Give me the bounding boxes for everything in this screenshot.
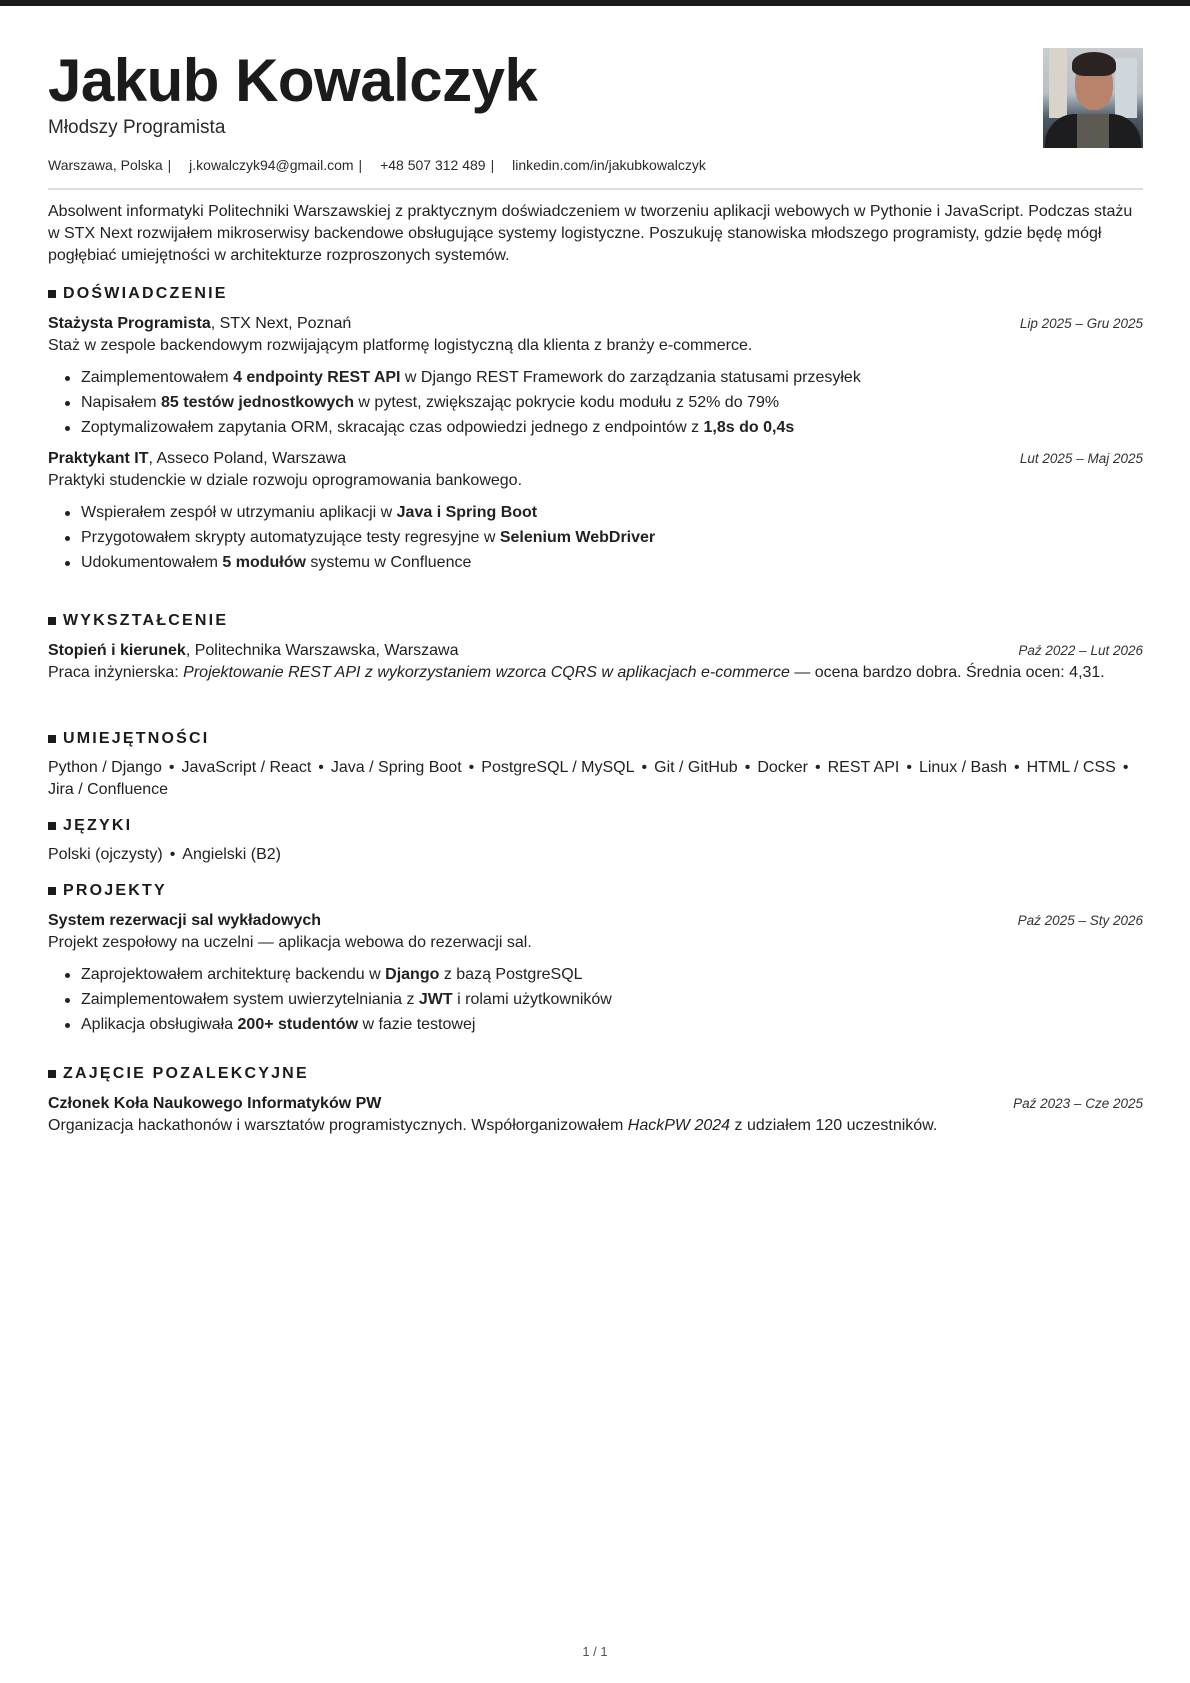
- square-bullet-icon: [48, 735, 56, 743]
- job-role: Praktykant IT: [48, 450, 149, 467]
- square-bullet-icon: [48, 887, 56, 895]
- school: , Politechnika Warszawska, Warszawa: [185, 642, 459, 659]
- square-bullet-icon: [48, 1070, 56, 1078]
- list-item: Aplikacja obsługiwała 200+ studentów w fazie testowej: [48, 1012, 1143, 1037]
- job-description: Praktyki studenckie w dziale rozwoju oprogramowania bankowego.: [48, 472, 523, 489]
- section-title: UMIEJĘTNOŚCI: [48, 729, 1143, 749]
- list-item: Przygotowałem skrypty automatyzujące testy regresyjne w Selenium WebDriver: [48, 525, 1143, 550]
- job-description: Staż w zespole backendowym rozwijającym platformę logistyczną dla klienta z branży e-commerce.: [48, 337, 753, 354]
- job-bullets: [48, 500, 1143, 575]
- activity-description: Organizacja hackathonów i warsztatów programistycznych. Współorganizowałem HackPW 2024 z udziałem 120 uczestników.: [48, 1117, 938, 1134]
- separator: |: [490, 157, 495, 173]
- degree: Stopień i kierunek: [48, 642, 186, 659]
- list-item: Zaprojektowałem architekturę backendu w Django z bazą PostgreSQL: [48, 962, 1143, 987]
- job-title: Młodszy Programista: [48, 117, 226, 138]
- separator: |: [167, 157, 172, 173]
- square-bullet-icon: [48, 617, 56, 625]
- project-bullets: [48, 962, 1143, 1037]
- job-company: , STX Next, Poznań: [210, 315, 352, 332]
- candidate-name: Jakub Kowalczyk: [48, 47, 538, 114]
- section-education: [48, 611, 1143, 684]
- contact-phone[interactable]: +48 507 312 489: [380, 157, 486, 173]
- header-divider: [48, 188, 1143, 190]
- section-title: PROJEKTY: [48, 881, 1143, 901]
- project-name: System rezerwacji sal wykładowych: [48, 912, 322, 929]
- list-item: Napisałem 85 testów jednostkowych w pytest, zwiększając pokrycie kodu modułu z 52% do 79%: [48, 390, 1143, 415]
- project-dates: Paź 2025 – Sty 2026: [1017, 913, 1143, 928]
- list-item: Udokumentowałem 5 modułów systemu w Confluence: [48, 550, 1143, 575]
- list-item: Wspierałem zespół w utrzymaniu aplikacji w Java i Spring Boot: [48, 500, 1143, 525]
- section-languages: [48, 816, 1143, 866]
- contact-location: Warszawa, Polska: [48, 157, 163, 173]
- list-item: Zoptymalizowałem zapytania ORM, skracając czas odpowiedzi jednego z endpointów z 1,8s do 0,4s: [48, 415, 1143, 440]
- square-bullet-icon: [48, 822, 56, 830]
- page-number: 1 / 1: [582, 1644, 608, 1659]
- list-item: Zaimplementowałem system uwierzytelniania z JWT i rolami użytkowników: [48, 987, 1143, 1012]
- job-dates: Lut 2025 – Maj 2025: [1019, 451, 1143, 466]
- top-bar: [0, 0, 1190, 6]
- project-description: Projekt zespołowy na uczelni — aplikacja webowa do rezerwacji sal.: [48, 934, 532, 951]
- section-extracurricular: [48, 1064, 1143, 1137]
- section-projects: [48, 881, 1143, 1037]
- square-bullet-icon: [48, 290, 56, 298]
- section-skills: [48, 729, 1143, 801]
- section-title: JĘZYKI: [48, 816, 1143, 836]
- job-dates: Lip 2025 – Gru 2025: [1019, 316, 1143, 331]
- job-entry: [48, 448, 1143, 575]
- contact-email[interactable]: j.kowalczyk94@gmail.com: [189, 157, 354, 173]
- activity-name: Członek Koła Naukowego Informatyków PW: [48, 1095, 382, 1112]
- contact-linkedin[interactable]: linkedin.com/in/jakubkowalczyk: [512, 157, 706, 173]
- activity-dates: Paź 2023 – Cze 2025: [1013, 1096, 1143, 1111]
- job-role: Stażysta Programista: [48, 315, 211, 332]
- thesis: Praca inżynierska: Projektowanie REST API z wykorzystaniem wzorca CQRS w aplikacjach e-commerce — ocena bardzo dobra. Średnia ocen: 4,31.: [48, 664, 1105, 681]
- list-item: Zaimplementowałem 4 endpointy REST API w Django REST Framework do zarządzania statusami przesyłek: [48, 365, 1143, 390]
- job-bullets: [48, 365, 1143, 440]
- section-title: WYKSZTAŁCENIE: [48, 611, 1143, 631]
- section-title: DOŚWIADCZENIE: [48, 284, 1143, 304]
- separator: |: [358, 157, 363, 173]
- section-title: ZAJĘCIE POZALEKCYJNE: [48, 1064, 1143, 1084]
- job-company: , Asseco Poland, Warszawa: [148, 450, 347, 467]
- contact-line: [48, 156, 706, 174]
- profile-photo: [1043, 48, 1143, 148]
- section-experience: [48, 284, 1143, 575]
- languages-list: Polski (ojczysty) • Angielski (B2): [48, 846, 281, 863]
- summary: Absolwent informatyki Politechniki Warszawskiej z praktycznym doświadczeniem w tworzeniu aplikacji webowych w Pythonie i JavaScript. Podczas stażu w STX Next rozwijałem mikroserwisy backendowe obsługujące systemy logistyczne. Poszukuję stanowiska młodszego programisty, gdzie będę mógł pogłębiać umiejętności w architekturze rozproszonych systemów.: [48, 203, 1133, 264]
- skills-list: Python / Django • JavaScript / React • Java / Spring Boot • PostgreSQL / MySQL • Git / GitHub • Docker • REST API • Linux / Bash • HTML / CSS •Jira / Confluence: [48, 759, 1129, 798]
- education-dates: Paź 2022 – Lut 2026: [1018, 643, 1143, 658]
- job-entry: [48, 313, 1143, 440]
